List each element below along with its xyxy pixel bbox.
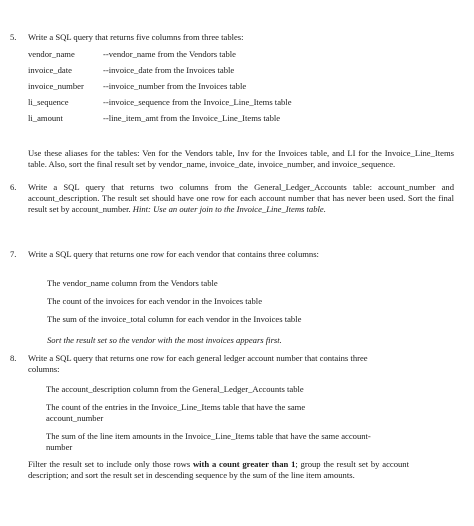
alias-name: invoice_number xyxy=(28,81,84,92)
alias-desc: --invoice_number from the Invoices table xyxy=(103,81,247,92)
alias-name: vendor_name xyxy=(28,49,75,60)
q7-item: The sum of the invoice_total column for each vendor in the Invoices table xyxy=(47,314,302,324)
q8-filter-post: ; group the result set by account description; and sort the result set in descending sequence by the sum of the line item amounts. xyxy=(28,459,409,481)
q7-prompt: Write a SQL query that returns one row for each vendor that contains three columns: xyxy=(28,249,319,259)
q8-filter-bold: with a count greater than 1 xyxy=(192,459,296,469)
q8-item: The account_description column from the General_Ledger_Accounts table xyxy=(46,384,304,394)
q5-alias-table xyxy=(28,47,292,127)
q7-number: 7. xyxy=(10,249,17,259)
alias-row xyxy=(28,79,292,95)
alias-name: invoice_date xyxy=(28,65,72,76)
alias-row xyxy=(28,47,292,63)
alias-desc: --invoice_date from the Invoices table xyxy=(103,65,235,76)
q8-number: 8. xyxy=(10,353,17,363)
q5-number: 5. xyxy=(10,32,17,42)
q8-prompt: Write a SQL query that returns one row for each general ledger account number that contains three columns: xyxy=(28,353,368,375)
q8-item: The sum of the line item amounts in the Invoice_Line_Items table that have the same account-number xyxy=(46,431,371,453)
q7-item: The count of the invoices for each vendor in the Invoices table xyxy=(47,296,263,306)
q5-prompt: Write a SQL query that returns five columns from three tables: xyxy=(28,32,244,42)
q8-filter-pre: Filter the result set to include only those rows xyxy=(28,459,193,469)
q6-number: 6. xyxy=(10,182,17,192)
alias-desc: --invoice_sequence from the Invoice_Line_Items table xyxy=(103,97,292,108)
alias-desc: --vendor_name from the Vendors table xyxy=(103,49,237,60)
q6-hint: Hint: Use an outer join to the Invoice_Line_Items table. xyxy=(132,204,326,215)
alias-row xyxy=(28,63,292,79)
q7-sort-note: Sort the result set so the vendor with the most invoices appears first. xyxy=(47,335,282,345)
alias-name: li_sequence xyxy=(28,97,69,108)
alias-row xyxy=(28,111,292,127)
alias-desc: --line_item_amt from the Invoice_Line_Items table xyxy=(103,113,281,124)
q6-text: Write a SQL query that returns two columns from the General_Ledger_Accounts table: account_number and account_description. The result set should have one row for each account number that has never been used. Sort the final result set by account_number. xyxy=(28,182,454,215)
q5-note: Use these aliases for the tables: Ven for the Vendors table, Inv for the Invoices table, and LI for the Invoice_Line_Items table. Also, sort the final result set by vendor_name, invoice_date, invoice_number, and invoice_sequence. xyxy=(28,148,454,170)
q8-item: The count of the entries in the Invoice_Line_Items table that have the same account_number xyxy=(46,402,306,424)
alias-row xyxy=(28,95,292,111)
q6-prompt xyxy=(28,182,454,216)
alias-name: li_amount xyxy=(28,113,63,124)
q7-item: The vendor_name column from the Vendors table xyxy=(47,278,218,288)
q8-filter-note xyxy=(28,459,409,481)
